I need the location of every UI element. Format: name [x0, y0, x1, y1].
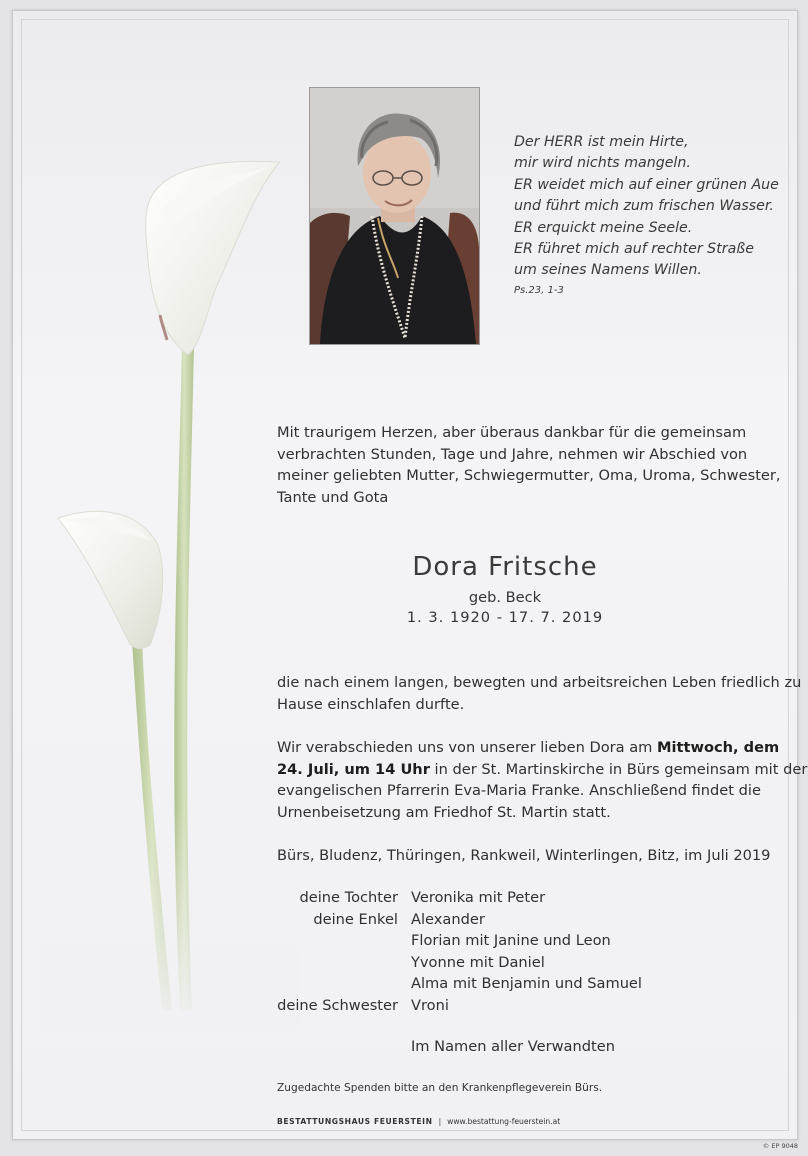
- service-line: 24. Juli, um 14 Uhr in der St. Martinskirche in Bürs gemeinsam mit der: [277, 760, 808, 778]
- all-relatives-line: Im Namen aller Verwandten: [411, 1038, 615, 1055]
- service-day: Mittwoch, dem: [657, 739, 780, 756]
- psalm-line: und führt mich zum frischen Wasser.: [514, 198, 774, 215]
- mourner-row: [240, 887, 740, 909]
- footer-separator: |: [438, 1117, 442, 1126]
- mourner-row: [240, 952, 740, 974]
- psalm-reference: Ps.23, 1-3: [514, 284, 564, 296]
- mourner-row: [240, 930, 740, 952]
- mourner-names: Alma mit Benjamin und Samuel: [411, 975, 642, 993]
- psalm-line: ER erquickt meine Seele.: [514, 219, 693, 236]
- donation-note: Zugedachte Spenden bitte an den Krankenpflegeverein Bürs.: [277, 1082, 603, 1094]
- intro-line: Tante und Gota: [277, 488, 389, 506]
- service-paragraph: [277, 737, 808, 823]
- psalm-quote: [514, 132, 784, 298]
- mourner-names: Florian mit Janine und Leon: [411, 932, 611, 950]
- intro-line: meiner geliebten Mutter, Schwiegermutter, Oma, Uroma, Schwester,: [277, 467, 781, 485]
- mourner-row: [240, 995, 740, 1017]
- closing-line: Hause einschlafen durfte.: [277, 695, 465, 713]
- deceased-name: Dora Fritsche: [412, 552, 598, 582]
- mourner-names: Veronika mit Peter: [411, 889, 546, 906]
- service-line: evangelischen Pfarrerin Eva-Maria Franke. Anschließend findet die: [277, 782, 761, 800]
- intro-paragraph: [277, 422, 781, 508]
- mourner-role: deine Tochter: [299, 889, 398, 906]
- mourner-row: [240, 909, 740, 931]
- mourner-names: Alexander: [411, 910, 485, 928]
- funeral-home-website[interactable]: www.bestattung-feuerstein.at: [447, 1117, 561, 1126]
- mourner-row: [240, 973, 740, 995]
- psalm-line: Der HERR ist mein Hirte,: [514, 134, 689, 150]
- print-code: © EP 9048: [762, 1142, 798, 1150]
- mourner-role: deine Enkel: [313, 910, 398, 928]
- portrait-image: [310, 88, 479, 344]
- psalm-line: ER weidet mich auf einer grünen Aue: [514, 176, 779, 193]
- mourner-role: deine Schwester: [277, 996, 398, 1014]
- service-line: Urnenbeisetzung am Friedhof St. Martin statt.: [277, 803, 611, 821]
- mourner-names: Vroni: [411, 996, 449, 1014]
- service-time: 24. Juli, um 14 Uhr: [277, 760, 430, 778]
- psalm-line: um seines Namens Willen.: [514, 262, 702, 279]
- closing-line: die nach einem langen, bewegten und arbeitsreichen Leben friedlich zu: [277, 674, 802, 691]
- mourner-role: [240, 973, 411, 995]
- mourner-names: Yvonne mit Daniel: [411, 953, 545, 971]
- psalm-line: mir wird nichts mangeln.: [514, 155, 691, 172]
- maiden-name: geb. Beck: [468, 589, 542, 606]
- mourner-role: [240, 930, 411, 952]
- intro-line: Mit traurigem Herzen, aber überaus dankbar für die gemeinsam: [277, 424, 747, 441]
- life-dates: 1. 3. 1920 - 17. 7. 2019: [406, 609, 604, 626]
- closing-paragraph: [277, 672, 802, 715]
- places-and-date: Bürs, Bludenz, Thüringen, Rankweil, Winterlingen, Bitz, im Juli 2019: [277, 847, 771, 864]
- service-line: Wir verabschieden uns von unserer lieben Dora am Mittwoch, dem: [277, 739, 780, 756]
- mourners-list: [240, 887, 740, 1017]
- portrait-photo: [309, 87, 480, 345]
- intro-line: verbrachten Stunden, Tage und Jahre, nehmen wir Abschied von: [277, 445, 748, 463]
- psalm-line: ER führet mich auf rechter Straße: [514, 241, 754, 258]
- mourner-role: [240, 952, 411, 974]
- funeral-home-footer: [277, 1117, 560, 1126]
- funeral-home-name: BESTATTUNGSHAUS FEUERSTEIN: [277, 1117, 433, 1126]
